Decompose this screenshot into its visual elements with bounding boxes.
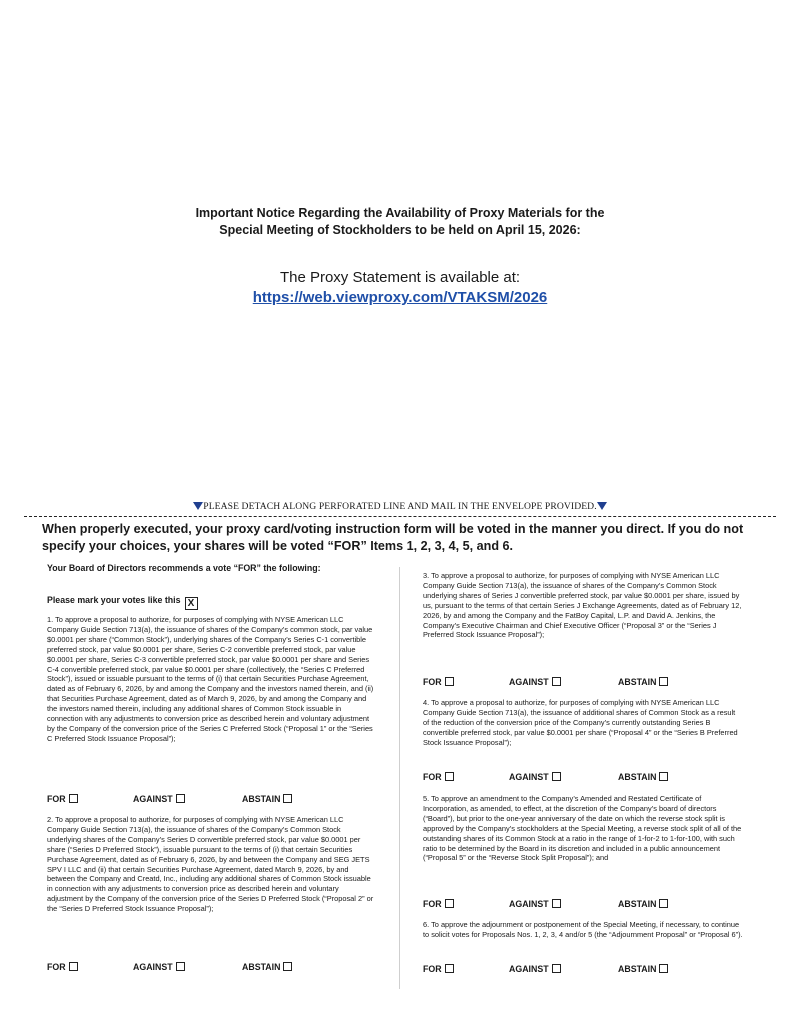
proposal-1-for-checkbox[interactable]: [69, 794, 78, 803]
against-label: AGAINST: [133, 794, 173, 804]
against-label: AGAINST: [509, 677, 549, 687]
proposal-5-abstain-checkbox[interactable]: [659, 899, 668, 908]
abstain-label: ABSTAIN: [618, 899, 657, 909]
proposal-2-text: 2. To approve a proposal to authorize, for purposes of complying with NYSE American LLC Company Guide Section 713(a), the issuance of shares of the Company’s Common Stock underlying shares of the Company’s Series D convertible preferred stock, par value $0.0001 per share (“Series D Preferred Stock”), issuable pursuant to the terms of (i) that certain Securities Purchase Agreement, dated as of February 6, 2026, by and between the Company and SEG JETS SPV I LLC and (ii) that certain Securities Purchase Agreement, dated March 9, 2026, by and between the Company and Creatd, Inc., including any additional shares of Common Stock issuable in connection with any adjustments to conversion price as described herein and voluntary adjustment by the Company of the conversion price of the Series D Preferred Stock (“Proposal 2” or the “Series D Preferred Stock Issuance Proposal”);: [47, 815, 374, 914]
proposal-4-against[interactable]: [509, 771, 561, 783]
notice-title: [0, 205, 800, 239]
column-divider: [399, 567, 400, 989]
proposal-5-against[interactable]: [509, 898, 561, 910]
proposal-2-for[interactable]: [47, 961, 78, 973]
proposal-6-against-checkbox[interactable]: [552, 964, 561, 973]
proposal-4-text: 4. To approve a proposal to authorize, for purposes of complying with NYSE American LLC Company Guide Section 713(a), the issuance of additional shares of Common Stock as a result of the reduction of the conversion price of the Company’s currently outstanding Series B convertible preferred stock, par value $0.0001 per share (“Proposal 4” or the “Series B Preferred Stock Issuance Proposal”);: [423, 698, 738, 747]
for-label: FOR: [423, 899, 442, 909]
proposal-3-against-checkbox[interactable]: [552, 677, 561, 686]
detach-instruction: [0, 501, 800, 512]
notice-title-line-2: Special Meeting of Stockholders to be held on April 15, 2026:: [219, 223, 581, 237]
down-triangle-icon: [193, 502, 203, 510]
proposal-4-abstain[interactable]: [618, 771, 668, 783]
proposal-6-abstain-checkbox[interactable]: [659, 964, 668, 973]
mark-votes-instruction: [47, 594, 198, 610]
proposal-4-against-checkbox[interactable]: [552, 772, 561, 781]
proposal-1-against[interactable]: [133, 793, 185, 805]
proposal-4-for-checkbox[interactable]: [445, 772, 454, 781]
abstain-label: ABSTAIN: [618, 964, 657, 974]
against-label: AGAINST: [509, 772, 549, 782]
mark-votes-label: Please mark your votes like this: [47, 595, 181, 605]
for-label: FOR: [423, 772, 442, 782]
abstain-label: ABSTAIN: [618, 772, 657, 782]
proposal-3-abstain-checkbox[interactable]: [659, 677, 668, 686]
against-label: AGAINST: [133, 962, 173, 972]
proxy-link-container: [0, 288, 800, 307]
proposal-5-text: 5. To approve an amendment to the Company’s Amended and Restated Certificate of Incorporation, as amended, to effect, at the discretion of the Company’s board of directors (“Board”), but prior to the one-year anniversary of the date on which the reverse stock split is approved by the Company’s stockholders at the Special Meeting, a reverse stock split of all of the outstanding shares of its Common Stock at a ratio in the range of 1-for-2 to 1-for-100, with such ratio to be determined by the Board in its discretion and included in a public announcement (“Proposal 5” or the “Reverse Stock Split Proposal”); and: [423, 794, 742, 863]
proposal-4-for[interactable]: [423, 771, 454, 783]
proposal-1-against-checkbox[interactable]: [176, 794, 185, 803]
proposal-5-against-checkbox[interactable]: [552, 899, 561, 908]
proposal-3-against[interactable]: [509, 676, 561, 688]
proposal-6-for-checkbox[interactable]: [445, 964, 454, 973]
proposal-2-against[interactable]: [133, 961, 185, 973]
board-recommendation: Your Board of Directors recommends a vote “FOR” the following:: [47, 563, 321, 573]
against-label: AGAINST: [509, 964, 549, 974]
proposal-3-text: 3. To approve a proposal to authorize, for purposes of complying with NYSE American LLC Company Guide Section 713(a), the issuance of shares of the Company’s Common Stock underlying shares of Series J convertible preferred stock, par value $0.0001 per share, issued by us, pursuant to the terms of that certain Series J Exchange Agreements, dated as of February 12, 2026, by and among the Company and the FatBoy Capital, L.P. and David A. Jenkins, the Company’s Executive Chairman and Chief Executive Officer (“Proposal 3” or the “Series J Preferred Stock Issuance Proposal”);: [423, 571, 742, 640]
proposal-1-for[interactable]: [47, 793, 78, 805]
proposal-4-abstain-checkbox[interactable]: [659, 772, 668, 781]
proposal-1-abstain[interactable]: [242, 793, 292, 805]
for-label: FOR: [47, 794, 66, 804]
proposal-2-abstain[interactable]: [242, 961, 292, 973]
for-label: FOR: [47, 962, 66, 972]
for-label: FOR: [423, 677, 442, 687]
proxy-available-text: The Proxy Statement is available at:: [279, 269, 521, 286]
down-triangle-icon: [597, 502, 607, 510]
proposal-6-for[interactable]: [423, 963, 454, 975]
perforated-line: [24, 516, 776, 517]
proposal-6-against[interactable]: [509, 963, 561, 975]
proxy-statement-link[interactable]: https://web.viewproxy.com/VTAKSM/2026: [252, 289, 548, 306]
proposal-2-abstain-checkbox[interactable]: [283, 962, 292, 971]
sample-mark-box: X: [185, 597, 198, 610]
proposal-3-abstain[interactable]: [618, 676, 668, 688]
proposal-5-for[interactable]: [423, 898, 454, 910]
proposal-1-text: 1. To approve a proposal to authorize, for purposes of complying with NYSE American LLC Company Guide Section 713(a), the issuance of shares of the Company’s common stock, par value $0.0001 per share (“Common Stock”), underlying shares of the Company’s Series C-1 convertible preferred stock, par value $0.0001 per share, Series C-2 convertible preferred stock, par value $0.0001 per share, Series C-3 convertible preferred stock, par value $0.0001 per share and Series C-4 convertible preferred stock, par value $0.0001 per share (collectively, the “Series C Preferred Stock”), issued or issuable pursuant to the terms of (i) that certain Securities Purchase Agreement, dated as of February 6, 2026, by and among the Company and the investors named therein, and (ii) that Securities Purchase Agreement, dated as of March 9, 2026, by and among the Company and the investors named therein, including any additional shares of Common Stock issuable in connection with any adjustments to conversion price as described herein and voluntary adjustment by the Company of the conversion price of the Series C Preferred Stock (“Proposal 1” or the “Series C Preferred Stock Issuance Proposal”);: [47, 615, 374, 743]
for-label: FOR: [423, 964, 442, 974]
proposal-5-abstain[interactable]: [618, 898, 668, 910]
proposal-5-for-checkbox[interactable]: [445, 899, 454, 908]
proposal-3-for-checkbox[interactable]: [445, 677, 454, 686]
abstain-label: ABSTAIN: [242, 962, 281, 972]
proposal-2-against-checkbox[interactable]: [176, 962, 185, 971]
proposal-6-text: 6. To approve the adjournment or postponement of the Special Meeting, if necessary, to continue to solicit votes for Proposals Nos. 1, 2, 3, 4 and/or 5 (the “Adjournment Proposal” or “Proposal 6”).: [423, 920, 743, 939]
against-label: AGAINST: [509, 899, 549, 909]
notice-title-line-1: Important Notice Regarding the Availability of Proxy Materials for the: [195, 206, 605, 220]
execution-statement: When properly executed, your proxy card/voting instruction form will be voted in the manner you direct. If you do not specify your choices, your shares will be voted “FOR” Items 1, 2, 3, 4, 5, and 6.: [42, 522, 744, 553]
abstain-label: ABSTAIN: [242, 794, 281, 804]
proposal-1-abstain-checkbox[interactable]: [283, 794, 292, 803]
proposal-6-abstain[interactable]: [618, 963, 668, 975]
abstain-label: ABSTAIN: [618, 677, 657, 687]
detach-text: PLEASE DETACH ALONG PERFORATED LINE AND MAIL IN THE ENVELOPE PROVIDED.: [203, 501, 597, 512]
proposal-3-for[interactable]: [423, 676, 454, 688]
proposal-2-for-checkbox[interactable]: [69, 962, 78, 971]
